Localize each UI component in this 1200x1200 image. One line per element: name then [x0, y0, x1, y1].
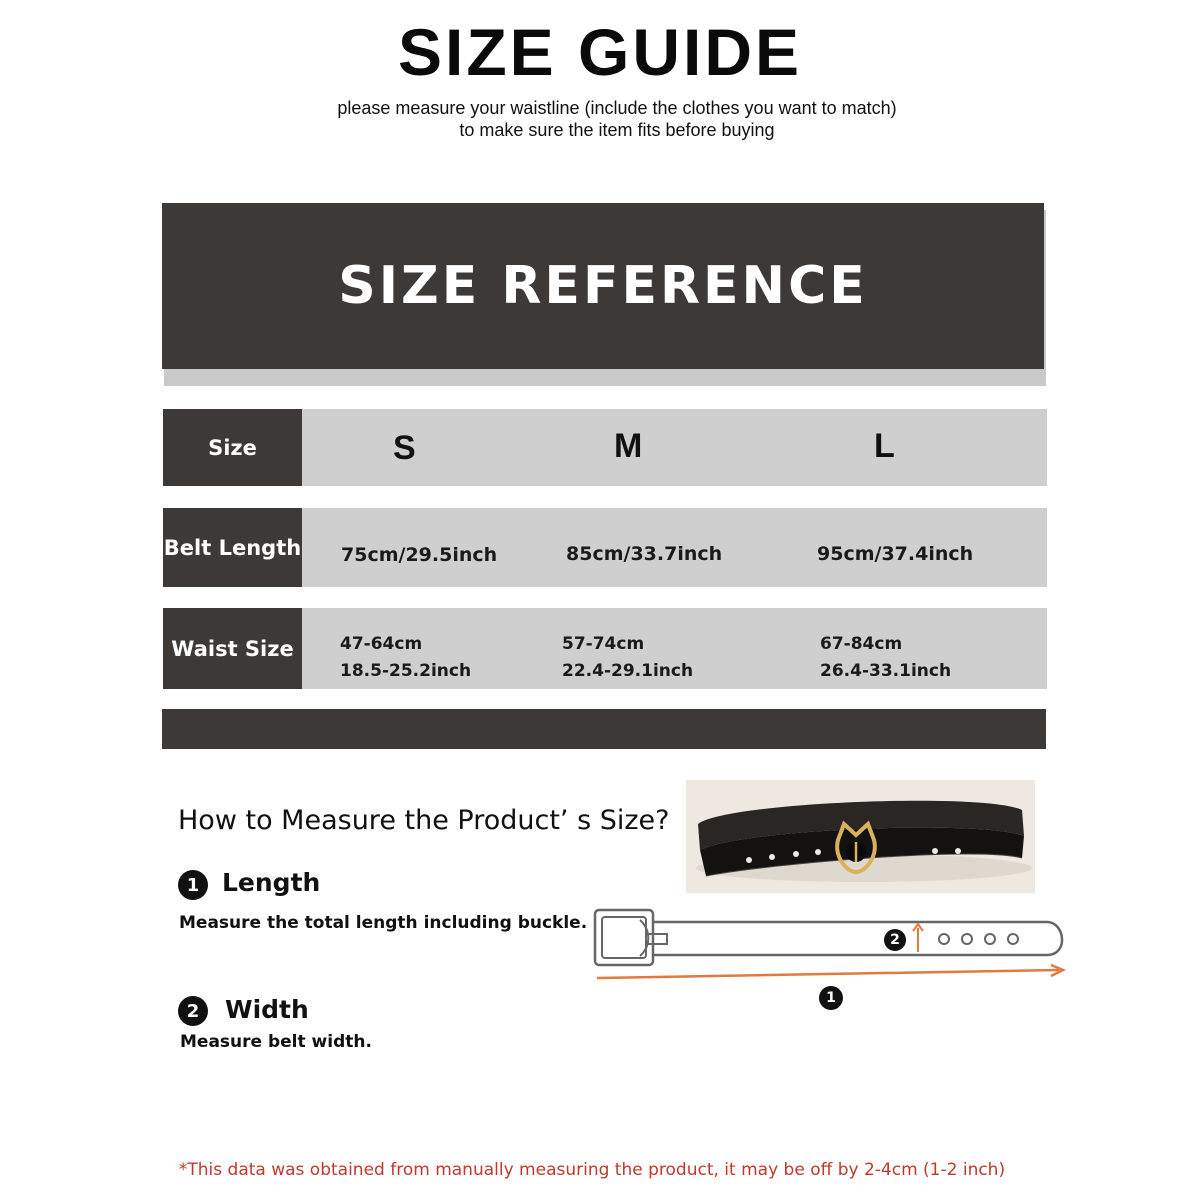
step-1-title: Length: [222, 868, 321, 897]
waist-m-inch: 22.4-29.1inch: [562, 661, 694, 681]
size-s: S: [393, 429, 416, 467]
size-row-header: Size: [163, 409, 302, 486]
page-title: SIZE GUIDE: [397, 15, 803, 89]
waist-l-inch: 26.4-33.1inch: [820, 661, 952, 681]
subtitle-line-1: please measure your waistline (include the clothes you want to match): [337, 98, 897, 118]
belt-length-row-header: Belt Length: [163, 508, 302, 587]
diagram-marker-2-icon: 2: [884, 929, 906, 951]
size-l: L: [874, 427, 895, 465]
measure-section-title: How to Measure the Product’ s Size?: [178, 805, 670, 836]
belt-product-photo: [686, 780, 1035, 893]
size-m: M: [614, 427, 643, 465]
waist-m-cm: 57-74cm: [562, 634, 645, 654]
subtitle-line-2: to make sure the item fits before buying: [459, 120, 775, 140]
diagram-marker-1-icon: 1: [819, 986, 843, 1010]
step-2-title: Width: [225, 995, 309, 1024]
step-1-description: Measure the total length including buckle.: [179, 913, 588, 933]
waist-size-row-header: Waist Size: [163, 608, 302, 689]
belt-length-m: 85cm/33.7inch: [566, 543, 723, 565]
banner-title: SIZE REFERENCE: [338, 256, 868, 316]
waist-size-l: [820, 631, 951, 685]
belt-length-l: 95cm/37.4inch: [817, 543, 974, 565]
waist-s-cm: 47-64cm: [340, 634, 423, 654]
waist-s-inch: 18.5-25.2inch: [340, 661, 472, 681]
table-bottom-bar: [162, 709, 1046, 749]
disclaimer-footnote: *This data was obtained from manually measuring the product, it may be off by 2-4cm (1-2 inch): [178, 1160, 1006, 1180]
belt-length-s: 75cm/29.5inch: [341, 544, 498, 566]
waist-size-m: [562, 631, 693, 685]
step-2-number-icon: 2: [178, 996, 208, 1026]
belt-photo-illustration: [686, 780, 1035, 893]
waist-size-s: [340, 631, 471, 685]
step-1-number-icon: 1: [178, 870, 208, 900]
step-2-description: Measure belt width.: [180, 1032, 372, 1052]
waist-l-cm: 67-84cm: [820, 634, 903, 654]
